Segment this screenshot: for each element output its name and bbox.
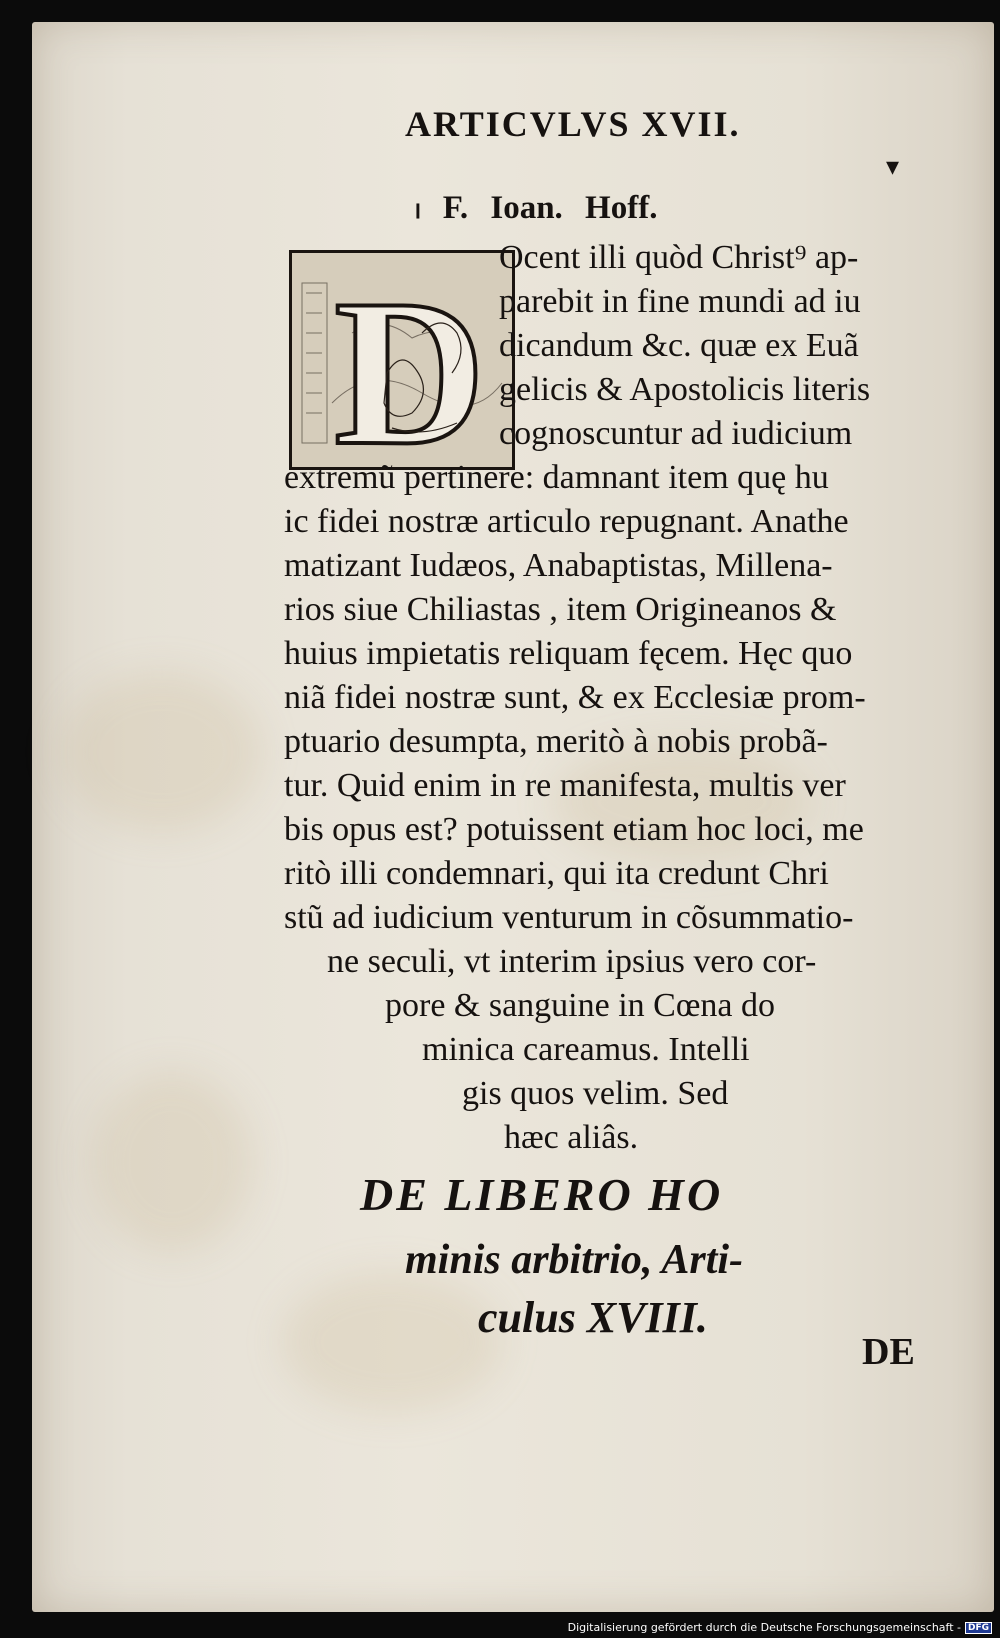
body-line: rios siue Chiliastas , item Origineanos & [284,591,837,628]
body-line: parebit in fine mundi ad iu [499,283,861,320]
body-line: tur. Quid enim in re manifesta, multis ver [284,767,846,804]
body-line: cognoscuntur ad iudicium [499,415,853,452]
body-line: extremũ pertinere: damnant item quę hu [284,459,829,496]
body-line: stũ ad iudicium venturum in cõsummatio- [284,899,854,936]
body-line: ic fidei nostræ articulo repugnant. Anathe [284,503,849,540]
svg-text:D: D [334,257,486,467]
section-heading-line: culus XVIII. [478,1293,708,1342]
body-line: matizant Iudæos, Anabaptistas, Millena- [284,547,833,584]
body-line: dicandum &c. quæ ex Euã [499,327,859,364]
signature-line: ₗ F. Ioan. Hoff. [415,190,658,226]
footer-credit [568,1621,992,1634]
body-line: gis quos velim. Sed [462,1075,729,1112]
body-line: Ocent illi quòd Christ⁹ ap- [499,239,859,276]
body-line: gelicis & Apostolicis literis [499,371,871,408]
body-line: hæc aliâs. [504,1119,639,1156]
body-line: huius impietatis reliquam fęcem. Hęc quo [284,635,853,672]
decorated-initial-image [292,253,512,467]
running-head: ARTICVLVS XVII. [405,104,741,144]
body-line: ne seculi, vt interim ipsius vero cor- [327,943,817,980]
section-heading-line: minis arbitrio, Arti- [405,1237,744,1283]
body-line: ptuario desumpta, meritò à nobis probã- [284,723,828,760]
body-line: bis opus est? potuissent etiam hoc loci, me [284,811,864,848]
body-line: pore & sanguine in Cœna do [385,987,775,1024]
body-line: minica careamus. Intelli [422,1031,750,1068]
section-heading-line: DE LIBERO HO [360,1169,724,1220]
corner-mark: ▾ [886,152,900,182]
catchword: DE [862,1331,915,1373]
body-line: niã fidei nostræ sunt, & ex Ecclesiæ prom- [284,679,866,716]
dfg-logo: DFG [965,1622,992,1634]
footer-text: Digitalisierung gefördert durch die Deutsche Forschungsgemeinschaft - [567,1621,961,1634]
body-line: ritò illi condemnari, qui ita credunt Chri [284,855,829,892]
decorated-initial [289,250,515,470]
